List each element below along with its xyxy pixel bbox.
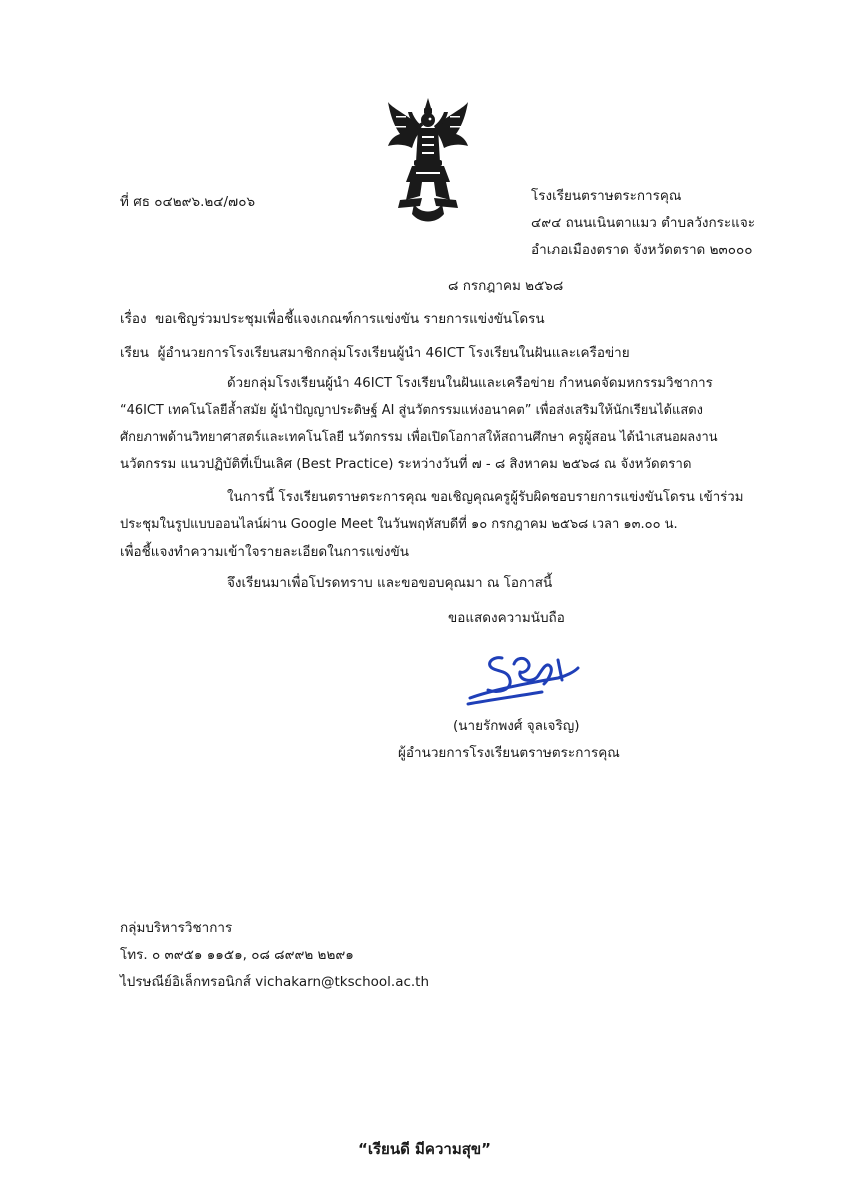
subject-text: ขอเชิญร่วมประชุมเพื่อชี้แจงเกณฑ์การแข่งขัน รายการแข่งขันโดรน	[155, 311, 545, 327]
address-line-2: อำเภอเมืองตราด จังหวัดตราด ๒๓๐๐๐	[531, 242, 753, 258]
department-name: กลุ่มบริหารวิชาการ	[120, 920, 233, 936]
para1-line-4: นวัตกรรม แนวปฏิบัติที่เป็นเลิศ (Best Practice) ระหว่างวันที่ ๗ - ๘ สิงหาคม ๒๕๖๘ ณ จังหวัดตราด	[120, 457, 692, 472]
closing-line: จึงเรียนมาเพื่อโปรดทราบ และขอขอบคุณมา ณ โอกาสนี้	[227, 575, 553, 591]
subject-label: เรื่อง	[120, 311, 147, 327]
school-motto: “เรียนดี มีความสุข”	[358, 1140, 491, 1158]
phone-number: โทร. ๐ ๓๙๕๑ ๑๑๕๑, ๐๘ ๘๙๙๒ ๒๒๙๑	[120, 947, 354, 963]
para2-line-3: เพื่อชี้แจงทำความเข้าใจรายละเอียดในการแข่งขัน	[120, 544, 409, 560]
para1-line-2: “46ICT เทคโนโลยีล้ำสมัย ผู้นำปัญญาประดิษฐ์ AI สู่นวัตกรรมแห่งอนาคต” เพื่อส่งเสริมให้นักเรียนได้แสดง	[120, 403, 703, 418]
signer-name: (นายรักพงศ์ จุลเจริญ)	[453, 718, 580, 734]
para2-line-2: ประชุมในรูปแบบออนไลน์ผ่าน Google Meet ในวันพฤหัสบดีที่ ๑๐ กรกฎาคม ๒๕๖๘ เวลา ๑๓.๐๐ น.	[120, 517, 678, 532]
para2-line-1: ในการนี้ โรงเรียนตราษตระการคุณ ขอเชิญคุณครูผู้รับผิดชอบรายการแข่งขันโดรน เข้าร่วม	[227, 490, 744, 505]
recipient-text: ผู้อำนวยการโรงเรียนสมาชิกกลุ่มโรงเรียนผู้นำ 46ICT โรงเรียนในฝันและเครือข่าย	[157, 345, 630, 361]
email-address: ไปรษณีย์อิเล็กทรอนิกส์ vichakarn@tkschool.ac.th	[120, 974, 430, 990]
recipient-label: เรียน	[120, 345, 150, 361]
garuda-emblem-icon	[386, 96, 470, 228]
subject-line	[120, 309, 545, 329]
para1-line-3: ศักยภาพด้านวิทยาศาสตร์และเทคโนโลยี นวัตกรรม เพื่อเปิดโอกาสให้สถานศึกษา ครูผู้สอน ได้นำเสนอผลงาน	[120, 430, 718, 445]
recipient-line	[120, 343, 630, 363]
para1-line-1: ด้วยกลุ่มโรงเรียนผู้นำ 46ICT โรงเรียนในฝันและเครือข่าย กำหนดจัดมหกรรมวิชาการ	[227, 376, 713, 391]
signature-icon	[462, 650, 582, 712]
reference-number: ที่ ศธ ๐๔๒๙๖.๒๔/๗๐๖	[120, 194, 256, 210]
signer-title: ผู้อำนวยการโรงเรียนตราษตระการคุณ	[398, 745, 620, 761]
school-name: โรงเรียนตราษตระการคุณ	[531, 188, 682, 204]
letter-date: ๘ กรกฎาคม ๒๕๖๘	[448, 278, 564, 294]
respect-line: ขอแสดงความนับถือ	[448, 610, 565, 626]
address-line-1: ๔๙๔ ถนนเนินตาแมว ตำบลวังกระแจะ	[531, 215, 756, 231]
